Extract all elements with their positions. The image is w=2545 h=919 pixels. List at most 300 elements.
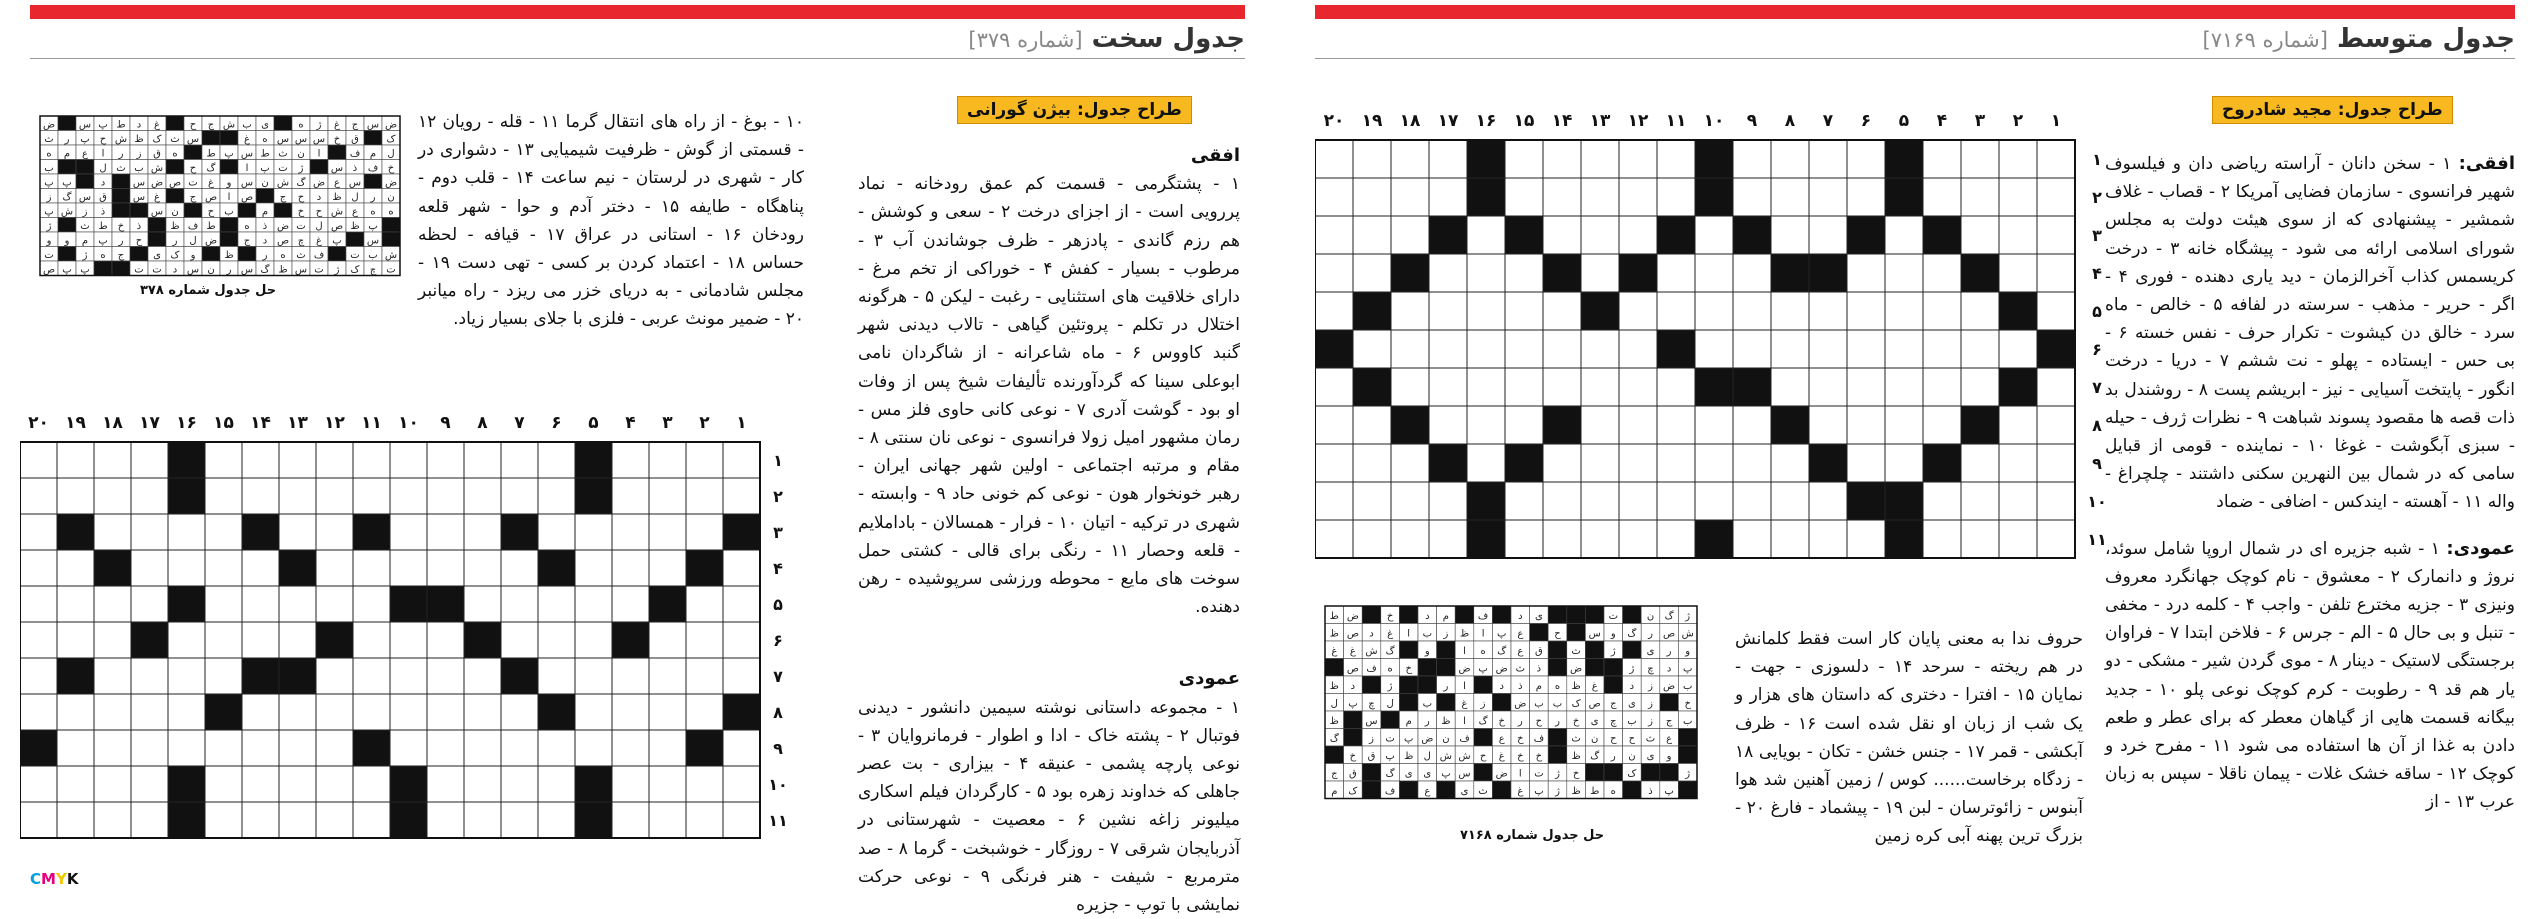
- grid-cell[interactable]: [427, 658, 464, 694]
- grid-cell[interactable]: [20, 478, 57, 514]
- grid-cell[interactable]: [1619, 482, 1657, 520]
- grid-cell[interactable]: [723, 550, 760, 586]
- grid-cell[interactable]: [1315, 444, 1353, 482]
- grid-cell[interactable]: [1657, 406, 1695, 444]
- grid-cell[interactable]: [464, 694, 501, 730]
- grid-cell[interactable]: [20, 658, 57, 694]
- grid-cell[interactable]: [649, 514, 686, 550]
- grid-cell[interactable]: [649, 442, 686, 478]
- grid-cell[interactable]: [1961, 520, 1999, 558]
- grid-cell[interactable]: [1999, 178, 2037, 216]
- grid-cell[interactable]: [427, 802, 464, 838]
- grid-cell[interactable]: [1619, 140, 1657, 178]
- grid-cell[interactable]: [94, 586, 131, 622]
- grid-cell[interactable]: [686, 478, 723, 514]
- grid-cell[interactable]: [94, 766, 131, 802]
- grid-cell[interactable]: [538, 802, 575, 838]
- grid-cell[interactable]: [464, 586, 501, 622]
- grid-cell[interactable]: [1619, 178, 1657, 216]
- grid-cell[interactable]: [20, 550, 57, 586]
- grid-cell[interactable]: [1695, 406, 1733, 444]
- grid-cell[interactable]: [723, 658, 760, 694]
- grid-cell[interactable]: [1315, 178, 1353, 216]
- grid-cell[interactable]: [1391, 178, 1429, 216]
- grid-cell[interactable]: [1733, 140, 1771, 178]
- grid-cell[interactable]: [1885, 368, 1923, 406]
- grid-cell[interactable]: [1999, 330, 2037, 368]
- grid-cell[interactable]: [427, 514, 464, 550]
- grid-cell[interactable]: [1467, 254, 1505, 292]
- grid-cell[interactable]: [1505, 330, 1543, 368]
- grid-cell[interactable]: [723, 478, 760, 514]
- grid-cell[interactable]: [1961, 178, 1999, 216]
- grid-cell[interactable]: [1695, 216, 1733, 254]
- grid-cell[interactable]: [1391, 330, 1429, 368]
- grid-cell[interactable]: [1581, 216, 1619, 254]
- grid-cell[interactable]: [1619, 216, 1657, 254]
- grid-cell[interactable]: [1695, 254, 1733, 292]
- grid-cell[interactable]: [1923, 178, 1961, 216]
- grid-cell[interactable]: [353, 694, 390, 730]
- grid-cell[interactable]: [501, 622, 538, 658]
- grid-cell[interactable]: [2037, 406, 2075, 444]
- grid-cell[interactable]: [57, 694, 94, 730]
- grid-cell[interactable]: [464, 658, 501, 694]
- grid-cell[interactable]: [20, 586, 57, 622]
- grid-cell[interactable]: [1391, 482, 1429, 520]
- grid-cell[interactable]: [501, 442, 538, 478]
- grid-cell[interactable]: [1429, 254, 1467, 292]
- grid-cell[interactable]: [1619, 330, 1657, 368]
- grid-cell[interactable]: [1467, 216, 1505, 254]
- grid-cell[interactable]: [390, 622, 427, 658]
- grid-cell[interactable]: [1733, 254, 1771, 292]
- grid-cell[interactable]: [1695, 330, 1733, 368]
- grid-cell[interactable]: [1657, 368, 1695, 406]
- grid-cell[interactable]: [279, 802, 316, 838]
- grid-cell[interactable]: [316, 442, 353, 478]
- grid-cell[interactable]: [538, 730, 575, 766]
- grid-cell[interactable]: [1505, 482, 1543, 520]
- grid-cell[interactable]: [205, 766, 242, 802]
- grid-cell[interactable]: [205, 658, 242, 694]
- grid-cell[interactable]: [1581, 254, 1619, 292]
- grid-cell[interactable]: [353, 550, 390, 586]
- grid-cell[interactable]: [1847, 254, 1885, 292]
- grid-cell[interactable]: [316, 586, 353, 622]
- grid-cell[interactable]: [242, 694, 279, 730]
- grid-cell[interactable]: [279, 478, 316, 514]
- grid-cell[interactable]: [1809, 368, 1847, 406]
- grid-cell[interactable]: [390, 442, 427, 478]
- grid-cell[interactable]: [1885, 330, 1923, 368]
- grid-cell[interactable]: [279, 730, 316, 766]
- grid-cell[interactable]: [723, 622, 760, 658]
- grid-cell[interactable]: [1733, 444, 1771, 482]
- grid-cell[interactable]: [1771, 140, 1809, 178]
- grid-cell[interactable]: [1543, 216, 1581, 254]
- grid-cell[interactable]: [501, 730, 538, 766]
- grid-cell[interactable]: [1847, 292, 1885, 330]
- grid-cell[interactable]: [1619, 368, 1657, 406]
- grid-cell[interactable]: [427, 694, 464, 730]
- grid-cell[interactable]: [723, 442, 760, 478]
- grid-cell[interactable]: [57, 730, 94, 766]
- grid-cell[interactable]: [242, 730, 279, 766]
- grid-cell[interactable]: [20, 622, 57, 658]
- grid-cell[interactable]: [57, 478, 94, 514]
- grid-cell[interactable]: [1847, 140, 1885, 178]
- grid-cell[interactable]: [1353, 482, 1391, 520]
- grid-cell[interactable]: [390, 658, 427, 694]
- grid-cell[interactable]: [575, 514, 612, 550]
- grid-cell[interactable]: [686, 442, 723, 478]
- grid-cell[interactable]: [205, 550, 242, 586]
- grid-cell[interactable]: [1619, 292, 1657, 330]
- grid-cell[interactable]: [1505, 406, 1543, 444]
- grid-cell[interactable]: [2037, 178, 2075, 216]
- grid-cell[interactable]: [1885, 292, 1923, 330]
- grid-cell[interactable]: [1809, 140, 1847, 178]
- grid-cell[interactable]: [316, 550, 353, 586]
- grid-cell[interactable]: [131, 802, 168, 838]
- grid-cell[interactable]: [723, 586, 760, 622]
- grid-cell[interactable]: [131, 694, 168, 730]
- grid-cell[interactable]: [94, 694, 131, 730]
- grid-cell[interactable]: [1657, 482, 1695, 520]
- grid-cell[interactable]: [612, 514, 649, 550]
- grid-cell[interactable]: [501, 550, 538, 586]
- grid-cell[interactable]: [1505, 178, 1543, 216]
- grid-cell[interactable]: [1315, 254, 1353, 292]
- grid-cell[interactable]: [1619, 406, 1657, 444]
- grid-cell[interactable]: [686, 658, 723, 694]
- grid-cell[interactable]: [390, 694, 427, 730]
- grid-cell[interactable]: [1657, 254, 1695, 292]
- grid-cell[interactable]: [353, 658, 390, 694]
- grid-cell[interactable]: [242, 478, 279, 514]
- grid-cell[interactable]: [1999, 520, 2037, 558]
- grid-cell[interactable]: [1771, 216, 1809, 254]
- grid-cell[interactable]: [1961, 368, 1999, 406]
- grid-cell[interactable]: [501, 766, 538, 802]
- grid-cell[interactable]: [316, 658, 353, 694]
- grid-cell[interactable]: [464, 514, 501, 550]
- grid-cell[interactable]: [57, 622, 94, 658]
- grid-cell[interactable]: [1353, 254, 1391, 292]
- grid-cell[interactable]: [1429, 406, 1467, 444]
- grid-cell[interactable]: [1429, 178, 1467, 216]
- grid-cell[interactable]: [538, 514, 575, 550]
- grid-cell[interactable]: [353, 586, 390, 622]
- grid-cell[interactable]: [20, 442, 57, 478]
- grid-cell[interactable]: [1733, 520, 1771, 558]
- grid-cell[interactable]: [168, 730, 205, 766]
- grid-cell[interactable]: [723, 730, 760, 766]
- grid-cell[interactable]: [131, 514, 168, 550]
- grid-cell[interactable]: [1391, 292, 1429, 330]
- grid-cell[interactable]: [1543, 520, 1581, 558]
- grid-cell[interactable]: [1847, 406, 1885, 444]
- grid-cell[interactable]: [1695, 444, 1733, 482]
- grid-cell[interactable]: [1885, 216, 1923, 254]
- grid-cell[interactable]: [1543, 482, 1581, 520]
- grid-cell[interactable]: [1923, 520, 1961, 558]
- grid-cell[interactable]: [1961, 444, 1999, 482]
- grid-cell[interactable]: [131, 478, 168, 514]
- grid-cell[interactable]: [1467, 444, 1505, 482]
- grid-cell[interactable]: [390, 730, 427, 766]
- grid-cell[interactable]: [390, 478, 427, 514]
- grid-cell[interactable]: [168, 658, 205, 694]
- grid-cell[interactable]: [94, 658, 131, 694]
- grid-cell[interactable]: [1581, 444, 1619, 482]
- grid-cell[interactable]: [464, 550, 501, 586]
- grid-cell[interactable]: [1315, 406, 1353, 444]
- grid-cell[interactable]: [1543, 292, 1581, 330]
- grid-cell[interactable]: [316, 478, 353, 514]
- grid-cell[interactable]: [1657, 444, 1695, 482]
- grid-cell[interactable]: [575, 586, 612, 622]
- grid-cell[interactable]: [612, 442, 649, 478]
- grid-cell[interactable]: [20, 514, 57, 550]
- grid-cell[interactable]: [1543, 178, 1581, 216]
- grid-cell[interactable]: [1353, 406, 1391, 444]
- grid-cell[interactable]: [538, 442, 575, 478]
- grid-cell[interactable]: [1467, 330, 1505, 368]
- grid-cell[interactable]: [1885, 254, 1923, 292]
- grid-cell[interactable]: [2037, 216, 2075, 254]
- grid-cell[interactable]: [1543, 330, 1581, 368]
- grid-cell[interactable]: [1847, 330, 1885, 368]
- grid-cell[interactable]: [649, 550, 686, 586]
- grid-cell[interactable]: [279, 586, 316, 622]
- grid-cell[interactable]: [575, 694, 612, 730]
- grid-cell[interactable]: [1429, 482, 1467, 520]
- grid-cell[interactable]: [1733, 330, 1771, 368]
- grid-cell[interactable]: [501, 694, 538, 730]
- grid-cell[interactable]: [464, 730, 501, 766]
- grid-cell[interactable]: [2037, 140, 2075, 178]
- grid-cell[interactable]: [501, 802, 538, 838]
- grid-cell[interactable]: [20, 766, 57, 802]
- grid-cell[interactable]: [1353, 216, 1391, 254]
- grid-cell[interactable]: [2037, 254, 2075, 292]
- grid-cell[interactable]: [1847, 178, 1885, 216]
- grid-cell[interactable]: [316, 694, 353, 730]
- grid-cell[interactable]: [501, 586, 538, 622]
- grid-cell[interactable]: [279, 766, 316, 802]
- grid-cell[interactable]: [1505, 520, 1543, 558]
- grid-cell[interactable]: [686, 802, 723, 838]
- grid-cell[interactable]: [649, 802, 686, 838]
- grid-cell[interactable]: [1923, 330, 1961, 368]
- grid-cell[interactable]: [464, 442, 501, 478]
- grid-cell[interactable]: [1961, 482, 1999, 520]
- grid-cell[interactable]: [575, 550, 612, 586]
- grid-cell[interactable]: [1353, 444, 1391, 482]
- grid-cell[interactable]: [1695, 482, 1733, 520]
- grid-cell[interactable]: [94, 478, 131, 514]
- grid-cell[interactable]: [1847, 444, 1885, 482]
- grid-cell[interactable]: [1923, 406, 1961, 444]
- grid-cell[interactable]: [464, 766, 501, 802]
- grid-cell[interactable]: [1771, 178, 1809, 216]
- grid-cell[interactable]: [353, 802, 390, 838]
- grid-cell[interactable]: [1923, 482, 1961, 520]
- grid-cell[interactable]: [1809, 520, 1847, 558]
- grid-cell[interactable]: [205, 478, 242, 514]
- grid-cell[interactable]: [1429, 140, 1467, 178]
- grid-cell[interactable]: [538, 766, 575, 802]
- grid-cell[interactable]: [20, 802, 57, 838]
- grid-cell[interactable]: [1771, 520, 1809, 558]
- grid-cell[interactable]: [575, 622, 612, 658]
- grid-cell[interactable]: [1429, 330, 1467, 368]
- grid-cell[interactable]: [1657, 178, 1695, 216]
- grid-cell[interactable]: [94, 730, 131, 766]
- grid-cell[interactable]: [94, 622, 131, 658]
- grid-cell[interactable]: [612, 586, 649, 622]
- grid-cell[interactable]: [1315, 482, 1353, 520]
- grid-cell[interactable]: [649, 478, 686, 514]
- grid-cell[interactable]: [1999, 482, 2037, 520]
- grid-cell[interactable]: [538, 478, 575, 514]
- grid-cell[interactable]: [1999, 406, 2037, 444]
- grid-cell[interactable]: [1505, 368, 1543, 406]
- grid-cell[interactable]: [1581, 178, 1619, 216]
- grid-cell[interactable]: [242, 766, 279, 802]
- grid-cell[interactable]: [205, 514, 242, 550]
- grid-cell[interactable]: [686, 622, 723, 658]
- grid-cell[interactable]: [612, 766, 649, 802]
- grid-cell[interactable]: [1733, 482, 1771, 520]
- grid-cell[interactable]: [427, 730, 464, 766]
- grid-cell[interactable]: [1657, 140, 1695, 178]
- grid-cell[interactable]: [1391, 444, 1429, 482]
- grid-cell[interactable]: [205, 586, 242, 622]
- grid-cell[interactable]: [1315, 140, 1353, 178]
- grid-cell[interactable]: [538, 586, 575, 622]
- grid-cell[interactable]: [649, 730, 686, 766]
- grid-cell[interactable]: [1353, 178, 1391, 216]
- grid-cell[interactable]: [723, 802, 760, 838]
- grid-cell[interactable]: [94, 514, 131, 550]
- grid-cell[interactable]: [1429, 368, 1467, 406]
- grid-cell[interactable]: [575, 658, 612, 694]
- grid-cell[interactable]: [612, 802, 649, 838]
- grid-cell[interactable]: [427, 442, 464, 478]
- grid-cell[interactable]: [649, 766, 686, 802]
- grid-cell[interactable]: [205, 802, 242, 838]
- grid-cell[interactable]: [390, 550, 427, 586]
- grid-cell[interactable]: [57, 442, 94, 478]
- grid-cell[interactable]: [2037, 520, 2075, 558]
- grid-cell[interactable]: [94, 442, 131, 478]
- grid-cell[interactable]: [1733, 406, 1771, 444]
- grid-cell[interactable]: [723, 766, 760, 802]
- grid-cell[interactable]: [57, 802, 94, 838]
- grid-cell[interactable]: [1923, 140, 1961, 178]
- grid-cell[interactable]: [242, 802, 279, 838]
- grid-cell[interactable]: [279, 694, 316, 730]
- grid-cell[interactable]: [1771, 444, 1809, 482]
- grid-cell[interactable]: [1999, 216, 2037, 254]
- grid-cell[interactable]: [168, 694, 205, 730]
- grid-cell[interactable]: [1391, 368, 1429, 406]
- grid-cell[interactable]: [1695, 292, 1733, 330]
- grid-cell[interactable]: [1543, 444, 1581, 482]
- grid-cell[interactable]: [427, 622, 464, 658]
- grid-cell[interactable]: [1961, 292, 1999, 330]
- grid-cell[interactable]: [1581, 368, 1619, 406]
- grid-cell[interactable]: [1505, 254, 1543, 292]
- grid-cell[interactable]: [427, 766, 464, 802]
- grid-cell[interactable]: [205, 730, 242, 766]
- grid-cell[interactable]: [1505, 292, 1543, 330]
- grid-cell[interactable]: [686, 694, 723, 730]
- grid-cell[interactable]: [1315, 292, 1353, 330]
- grid-cell[interactable]: [131, 658, 168, 694]
- grid-cell[interactable]: [1999, 140, 2037, 178]
- grid-cell[interactable]: [205, 442, 242, 478]
- grid-cell[interactable]: [353, 478, 390, 514]
- grid-cell[interactable]: [1657, 520, 1695, 558]
- grid-cell[interactable]: [131, 550, 168, 586]
- grid-cell[interactable]: [1429, 292, 1467, 330]
- grid-cell[interactable]: [316, 766, 353, 802]
- grid-cell[interactable]: [1467, 368, 1505, 406]
- grid-cell[interactable]: [1467, 406, 1505, 444]
- grid-cell[interactable]: [464, 478, 501, 514]
- grid-cell[interactable]: [131, 766, 168, 802]
- grid-cell[interactable]: [1771, 330, 1809, 368]
- grid-cell[interactable]: [1923, 254, 1961, 292]
- grid-cell[interactable]: [279, 514, 316, 550]
- grid-cell[interactable]: [1771, 368, 1809, 406]
- grid-cell[interactable]: [242, 442, 279, 478]
- grid-cell[interactable]: [57, 766, 94, 802]
- grid-cell[interactable]: [1315, 368, 1353, 406]
- grid-cell[interactable]: [1581, 330, 1619, 368]
- grid-cell[interactable]: [686, 514, 723, 550]
- grid-cell[interactable]: [612, 658, 649, 694]
- grid-cell[interactable]: [1885, 444, 1923, 482]
- grid-cell[interactable]: [316, 730, 353, 766]
- grid-cell[interactable]: [242, 622, 279, 658]
- grid-cell[interactable]: [1315, 520, 1353, 558]
- grid-cell[interactable]: [612, 478, 649, 514]
- grid-cell[interactable]: [1505, 140, 1543, 178]
- grid-cell[interactable]: [1353, 140, 1391, 178]
- grid-cell[interactable]: [1809, 292, 1847, 330]
- grid-cell[interactable]: [649, 694, 686, 730]
- grid-cell[interactable]: [538, 658, 575, 694]
- grid-cell[interactable]: [612, 550, 649, 586]
- grid-cell[interactable]: [2037, 482, 2075, 520]
- grid-cell[interactable]: [168, 550, 205, 586]
- grid-cell[interactable]: [316, 514, 353, 550]
- grid-cell[interactable]: [279, 622, 316, 658]
- grid-cell[interactable]: [1581, 406, 1619, 444]
- grid-cell[interactable]: [131, 586, 168, 622]
- grid-cell[interactable]: [1619, 520, 1657, 558]
- grid-cell[interactable]: [649, 658, 686, 694]
- grid-cell[interactable]: [1961, 216, 1999, 254]
- grid-cell[interactable]: [2037, 368, 2075, 406]
- grid-cell[interactable]: [1581, 140, 1619, 178]
- grid-cell[interactable]: [575, 730, 612, 766]
